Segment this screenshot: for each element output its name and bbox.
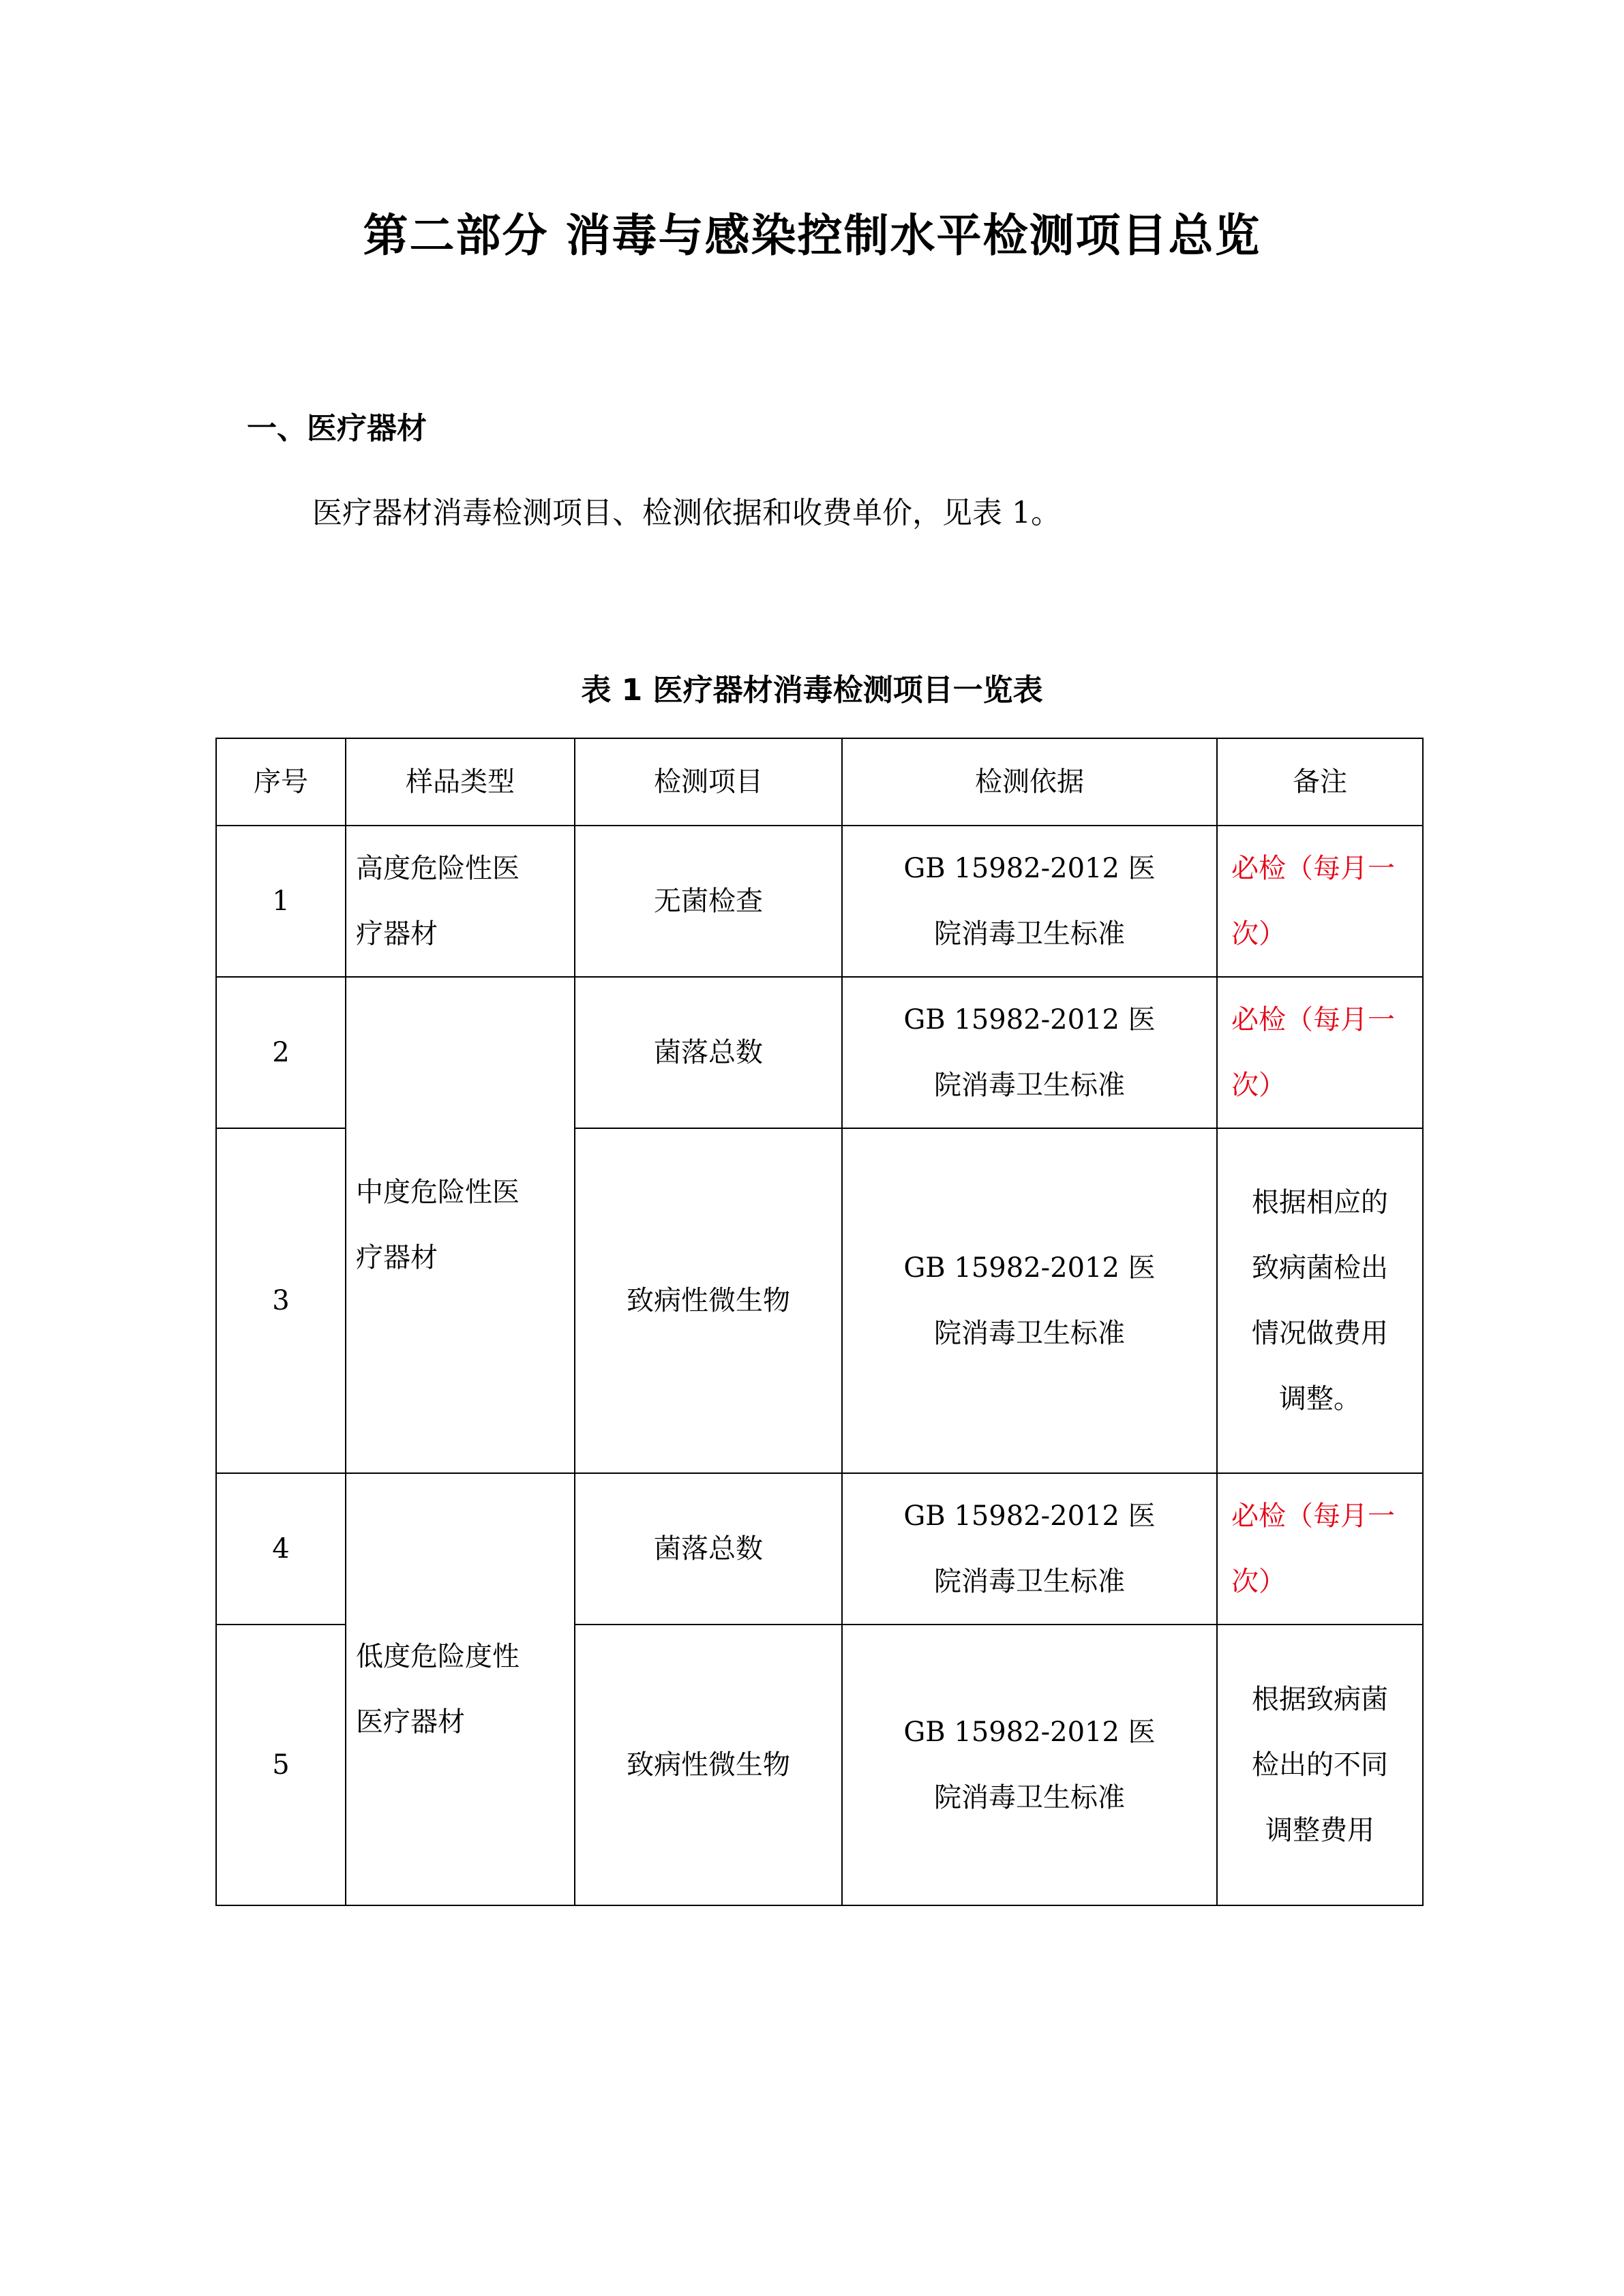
row-no: 1 bbox=[216, 826, 346, 977]
row-test-basis: GB 15982-2012 医院消毒卫生标准 bbox=[903, 1500, 1156, 1597]
row-test-basis: GB 15982-2012 医院消毒卫生标准 bbox=[903, 853, 1156, 950]
section-heading-medical-devices: 一、医疗器材 bbox=[247, 411, 427, 446]
table-caption: 表 1 医疗器材消毒检测项目一览表 bbox=[581, 673, 1043, 708]
row-test-item: 无菌检查 bbox=[575, 826, 842, 977]
row-test-item: 致病性微生物 bbox=[575, 1128, 842, 1473]
table-row bbox=[216, 826, 1423, 977]
row-test-item: 菌落总数 bbox=[575, 977, 842, 1128]
row-sample-type: 高度危险性医疗器材 bbox=[356, 853, 520, 950]
row-no: 2 bbox=[216, 977, 346, 1128]
header-sample-type: 样品类型 bbox=[346, 738, 575, 826]
intro-paragraph: 医疗器材消毒检测项目、检测依据和收费单价，见表 1。 bbox=[312, 496, 1061, 530]
row-remarks: 根据相应的致病菌检出情况做费用调整。 bbox=[1252, 1187, 1388, 1415]
row-test-basis: GB 15982-2012 医院消毒卫生标准 bbox=[903, 1717, 1156, 1813]
row-sample-type: 低度危险度性医疗器材 bbox=[356, 1641, 520, 1738]
table-header-row bbox=[216, 738, 1423, 826]
row-no: 3 bbox=[216, 1128, 346, 1473]
row-test-basis: GB 15982-2012 医院消毒卫生标准 bbox=[903, 1252, 1156, 1349]
row-remarks: 必检（每月一次） bbox=[1231, 1004, 1395, 1101]
medical-device-test-table bbox=[215, 738, 1424, 1906]
row-no: 4 bbox=[216, 1473, 346, 1625]
row-remarks: 根据致病菌检出的不同调整费用 bbox=[1252, 1684, 1388, 1846]
row-remarks: 必检（每月一次） bbox=[1231, 853, 1395, 950]
row-remarks: 必检（每月一次） bbox=[1231, 1500, 1395, 1597]
page-title: 第二部分 消毒与感染控制水平检测项目总览 bbox=[363, 209, 1261, 262]
header-test-basis: 检测依据 bbox=[842, 738, 1217, 826]
row-test-basis: GB 15982-2012 医院消毒卫生标准 bbox=[903, 1004, 1156, 1101]
row-test-item: 菌落总数 bbox=[575, 1473, 842, 1625]
table-row bbox=[216, 977, 1423, 1128]
table-row bbox=[216, 1473, 1423, 1625]
row-test-item: 致病性微生物 bbox=[575, 1625, 842, 1905]
header-no: 序号 bbox=[216, 738, 346, 826]
row-no: 5 bbox=[216, 1625, 346, 1905]
header-test-item: 检测项目 bbox=[575, 738, 842, 826]
row-sample-type: 中度危险性医疗器材 bbox=[356, 1177, 520, 1273]
header-remarks: 备注 bbox=[1217, 738, 1423, 826]
